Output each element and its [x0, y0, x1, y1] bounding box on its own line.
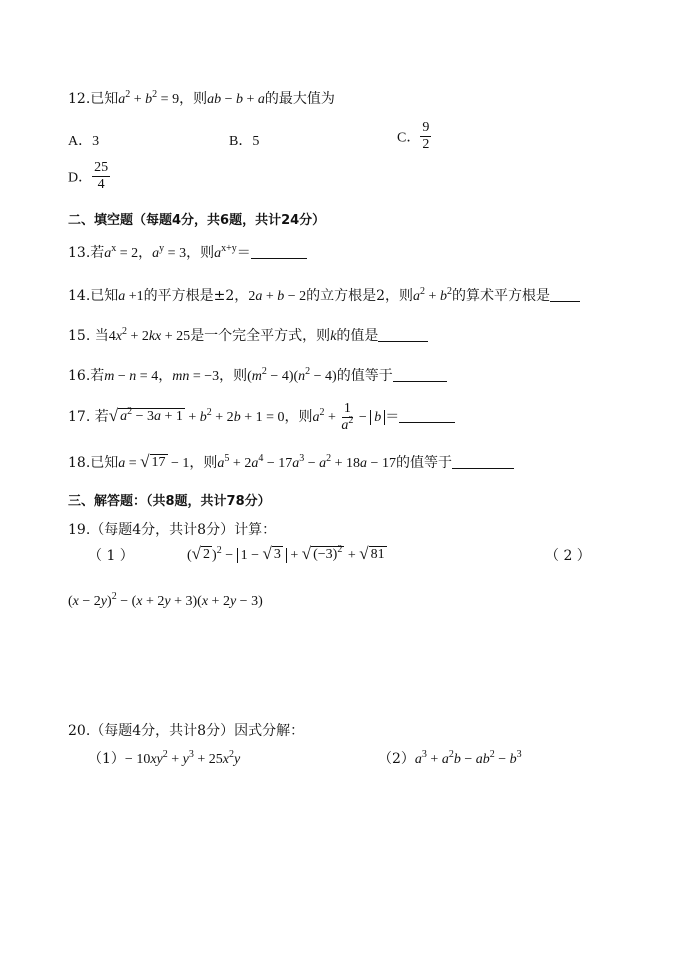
q18-suffix: 的值等于: [395, 455, 452, 471]
option-a-label: A．: [68, 134, 93, 149]
q20-part1-expression: − $10xy^2 + y^3 + 25x^2y$: [124, 749, 241, 767]
question-18: [68, 453, 514, 473]
question-13: [68, 244, 307, 263]
q18-prefix: 18.已知: [68, 455, 119, 471]
q17-prefix: 17. 若: [68, 409, 109, 425]
q17-suffix: ＝: [385, 409, 400, 425]
q16-expr: $(m^2 - 4)(n^2 - 4)$: [247, 366, 337, 384]
q12-expression: ab − b + a: [207, 92, 265, 107]
q16-suffix: 的值等于: [336, 368, 393, 384]
question-16: [68, 367, 447, 386]
q19-part2-expression: $(x - 2y)^2 - (x + 2y + 3)(x + 2y - 3)$: [68, 591, 263, 609]
q12-mid: ，则: [179, 91, 208, 107]
q17-mid: ，则: [284, 409, 313, 425]
question-17: [68, 400, 455, 435]
option-b-label: B．: [229, 134, 253, 149]
q18-mid: ，则: [189, 455, 218, 471]
section-3-title: 三、解答题：（共8题，共计78分）: [68, 494, 271, 509]
q20-part1: [88, 750, 240, 769]
q12-prefix: 12.已知: [68, 91, 119, 107]
q17-equation: √ $a^2 - 3a + 1$ + $b^2 + 2b + 1 = 0$: [108, 406, 285, 425]
q16-eq1: m − n = 4: [104, 369, 159, 384]
q17-answer-blank[interactable]: [399, 409, 455, 423]
q18-equation: a = √ 17 − 1: [118, 452, 190, 471]
q13-eq1: $a^x = 2$: [104, 243, 139, 261]
q13-answer-blank[interactable]: [251, 245, 307, 259]
q19-part1-expression: ( √ 2 )$^2$ − 1 − √ 3 + √ $(-3)^2$ + √ 81: [187, 544, 385, 563]
q16-eq2: mn = −3: [172, 369, 220, 384]
q14-prefix: 14.已知: [68, 288, 119, 304]
q12-option-a[interactable]: [68, 130, 99, 150]
q15-prefix: 15. 当: [68, 328, 109, 344]
q18-expr: $a^5 + 2a^4 - 17a^3 - a^2 + 18a - 17$: [217, 453, 396, 471]
q13-mid: ，则: [186, 245, 215, 261]
q13-sep: ，: [138, 245, 153, 261]
q12-equation: $a^2 + b^2 = 9$: [118, 89, 180, 107]
q16-prefix: 16.若: [68, 368, 105, 384]
option-d-label: D．: [68, 170, 93, 186]
question-15: [68, 327, 428, 346]
q15-answer-blank[interactable]: [378, 328, 428, 342]
option-b-value: 5: [252, 134, 260, 149]
q14-expr1: a +1: [118, 289, 144, 304]
q13-suffix: ＝: [236, 245, 251, 261]
option-a-value: 3: [92, 134, 100, 149]
option-c-numerator: 9: [422, 120, 430, 135]
option-d-denominator: 4: [97, 177, 105, 192]
q14-text3: 的算术平方根是: [451, 288, 550, 304]
q20-part2: [378, 750, 522, 769]
q14-text2: 的立方根是2，则: [306, 288, 414, 304]
q16-sep: ，: [158, 368, 173, 384]
q16-mid: ，则: [219, 368, 248, 384]
q14-expr3: $a^2 + b^2$: [413, 286, 452, 304]
q15-text1: 是一个完全平方式，则: [190, 328, 331, 344]
q14-answer-blank[interactable]: [550, 288, 580, 302]
q16-answer-blank[interactable]: [393, 368, 447, 382]
q20-part2-expression: $a^3 + a^2b - ab^2 - b^3$: [414, 749, 522, 767]
q13-target: $a^{x+y}$: [214, 243, 237, 261]
q17-expr: $a^2$ + $\frac{1}{a^2}$ − b: [312, 410, 385, 425]
q12-suffix: 的最大值为: [264, 91, 335, 107]
q13-eq2: $a^y = 3$: [152, 243, 187, 261]
section-2-title: 二、填空题（每题4分，共6题，共计24分）: [68, 213, 326, 228]
q12-option-c[interactable]: [397, 120, 431, 153]
q20-part1-label: （1）: [88, 751, 125, 767]
option-d-numerator: 25: [94, 160, 109, 175]
question-14: [68, 287, 580, 306]
option-c-label: C．: [397, 130, 421, 146]
q13-prefix: 13.若: [68, 245, 105, 261]
q15-var: k: [330, 329, 337, 344]
option-c-fraction: [420, 120, 431, 153]
question-12: [68, 90, 335, 109]
q19-part2-label: （ 2 ）: [545, 548, 591, 564]
q12-option-b[interactable]: [229, 130, 259, 150]
option-d-fraction: [92, 160, 110, 193]
question-20-title: 20.（每题4分，共计8分）因式分解：: [68, 723, 305, 739]
q12-option-d[interactable]: [68, 160, 110, 193]
q19-part1-label: （ 1 ）: [88, 548, 134, 564]
option-c-denominator: 2: [422, 137, 430, 152]
q17-sqrt: √ $a^2 - 3a + 1$: [108, 406, 183, 425]
q15-expr: $4x^2 + 2kx + 25$: [108, 326, 191, 344]
q14-expr2: 2a + b − 2: [248, 289, 307, 304]
q15-text2: 的值是: [336, 328, 379, 344]
question-19-title: 19.（每题4分，共计8分）计算：: [68, 522, 277, 538]
q14-text1: 的平方根是±2，: [143, 288, 249, 304]
q18-answer-blank[interactable]: [452, 455, 514, 469]
q20-part2-label: （2）: [378, 751, 415, 767]
